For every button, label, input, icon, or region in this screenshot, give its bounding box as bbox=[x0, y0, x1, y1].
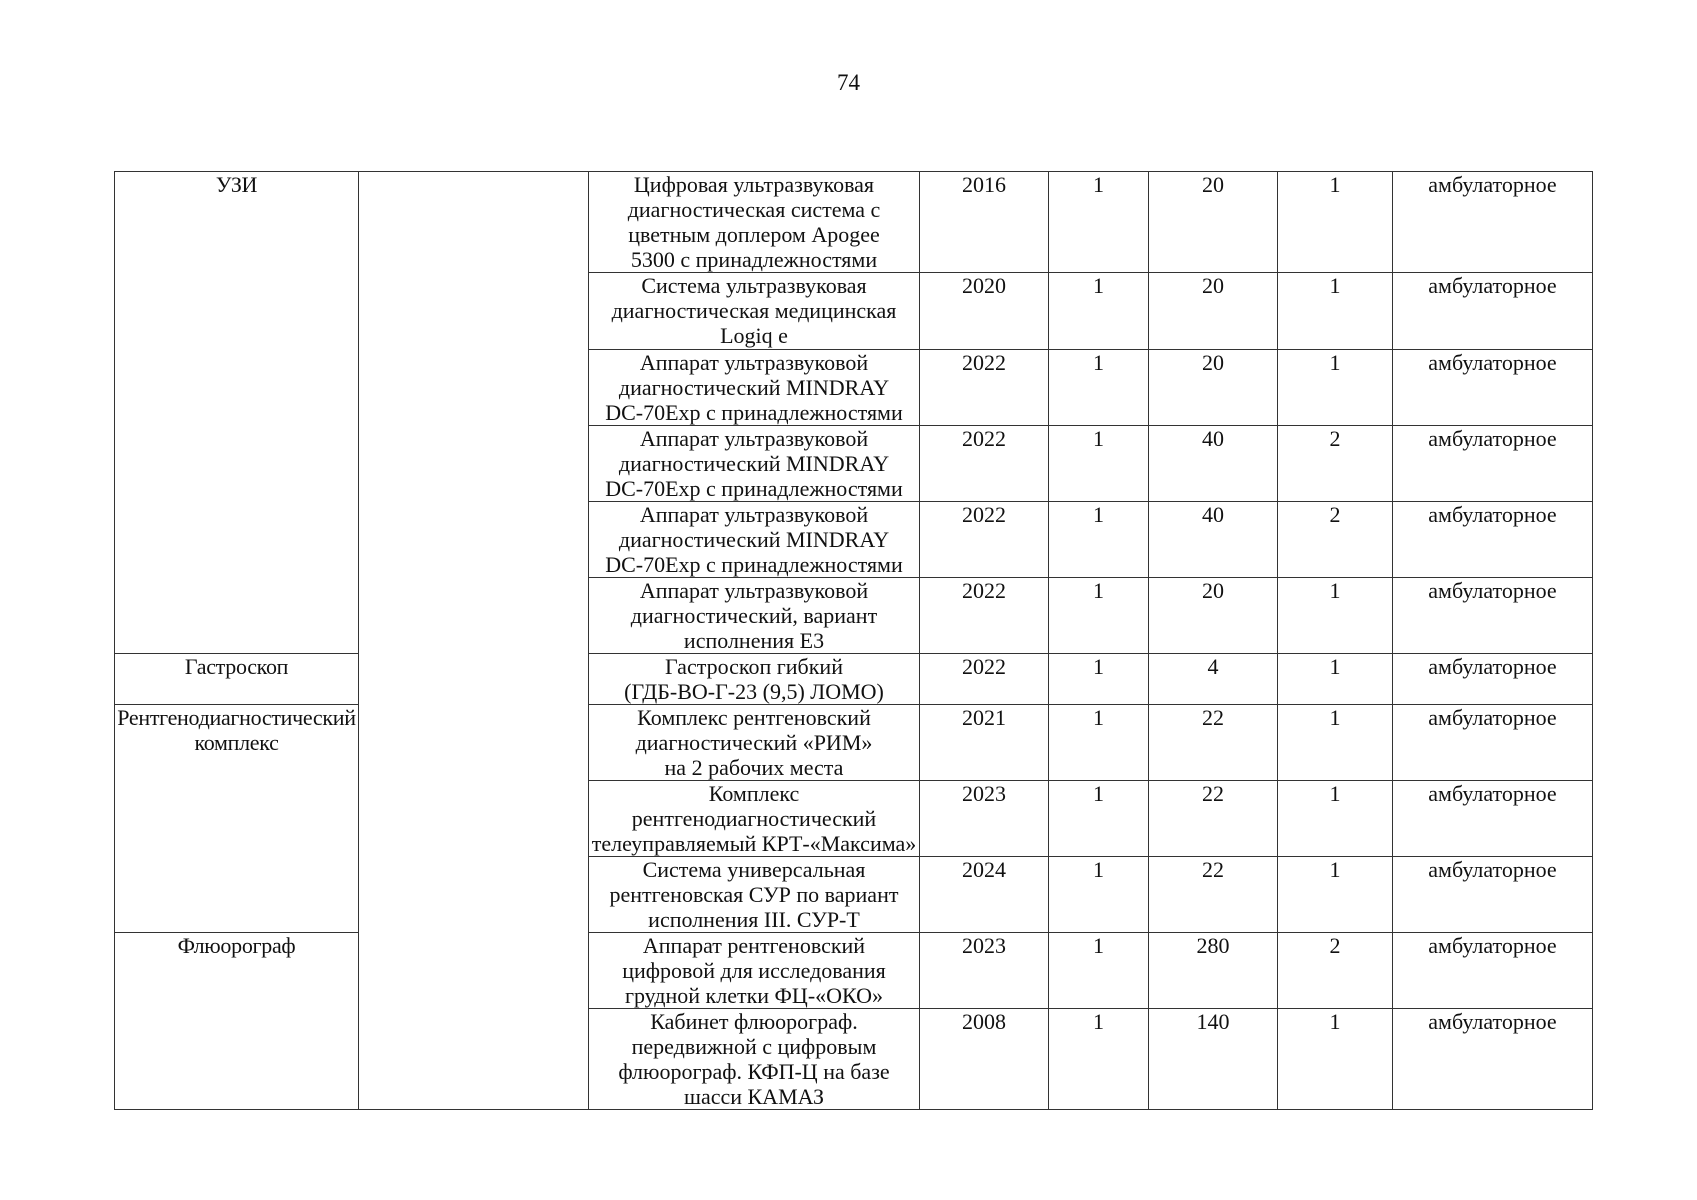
mode-cell: амбулаторное bbox=[1393, 857, 1593, 933]
shifts-cell: 1 bbox=[1278, 857, 1393, 933]
mode-cell: амбулаторное bbox=[1393, 172, 1593, 273]
equipment-cell: Аппарат ультразвуковой диагностический MINDRAY DC-70Exp с принадлежностями bbox=[589, 350, 920, 426]
quantity-cell: 1 bbox=[1049, 172, 1149, 273]
quantity-cell: 1 bbox=[1049, 781, 1149, 857]
shifts-cell: 1 bbox=[1278, 781, 1393, 857]
year-cell: 2023 bbox=[920, 781, 1049, 857]
equipment-table bbox=[114, 171, 1593, 1110]
equipment-cell: Комплекс рентгеновский диагностический «РИМ» на 2 рабочих места bbox=[589, 705, 920, 781]
mode-cell: амбулаторное bbox=[1393, 781, 1593, 857]
table-row bbox=[115, 172, 1593, 273]
quantity-cell: 1 bbox=[1049, 350, 1149, 426]
capacity-cell: 140 bbox=[1149, 1009, 1278, 1110]
equipment-cell: Система ультразвуковая диагностическая медицинская Logiq e bbox=[589, 273, 920, 350]
year-cell: 2020 bbox=[920, 273, 1049, 350]
category-cell: Рентгенодиагностический комплекс bbox=[115, 705, 359, 933]
year-cell: 2023 bbox=[920, 933, 1049, 1009]
capacity-cell: 22 bbox=[1149, 705, 1278, 781]
capacity-cell: 22 bbox=[1149, 857, 1278, 933]
equipment-cell: Кабинет флюорограф. передвижной с цифровым флюорограф. КФП-Ц на базе шасси КАМАЗ bbox=[589, 1009, 920, 1110]
capacity-cell: 20 bbox=[1149, 273, 1278, 350]
quantity-cell: 1 bbox=[1049, 578, 1149, 654]
mode-cell: амбулаторное bbox=[1393, 705, 1593, 781]
capacity-cell: 280 bbox=[1149, 933, 1278, 1009]
year-cell: 2022 bbox=[920, 654, 1049, 705]
year-cell: 2008 bbox=[920, 1009, 1049, 1110]
equipment-cell: Цифровая ультразвуковая диагностическая система с цветным доплером Apogee 5300 с принадлежностями bbox=[589, 172, 920, 273]
year-cell: 2022 bbox=[920, 350, 1049, 426]
capacity-cell: 40 bbox=[1149, 502, 1278, 578]
table-row bbox=[115, 654, 1593, 705]
mode-cell: амбулаторное bbox=[1393, 426, 1593, 502]
shifts-cell: 2 bbox=[1278, 426, 1393, 502]
year-cell: 2024 bbox=[920, 857, 1049, 933]
quantity-cell: 1 bbox=[1049, 654, 1149, 705]
year-cell: 2022 bbox=[920, 502, 1049, 578]
shifts-cell: 1 bbox=[1278, 172, 1393, 273]
quantity-cell: 1 bbox=[1049, 857, 1149, 933]
equipment-cell: Гастроскоп гибкий (ГДБ-ВО-Г-23 (9,5) ЛОМО) bbox=[589, 654, 920, 705]
equipment-cell: Комплекс рентгенодиагностический телеуправляемый КРТ-«Максима» bbox=[589, 781, 920, 857]
mode-cell: амбулаторное bbox=[1393, 578, 1593, 654]
shifts-cell: 2 bbox=[1278, 502, 1393, 578]
shifts-cell: 2 bbox=[1278, 933, 1393, 1009]
mode-cell: амбулаторное bbox=[1393, 273, 1593, 350]
category-cell: Гастроскоп bbox=[115, 654, 359, 705]
equipment-cell: Аппарат ультразвуковой диагностический MINDRAY DC-70Exp с принадлежностями bbox=[589, 426, 920, 502]
mode-cell: амбулаторное bbox=[1393, 933, 1593, 1009]
shifts-cell: 1 bbox=[1278, 273, 1393, 350]
mode-cell: амбулаторное bbox=[1393, 1009, 1593, 1110]
category-cell: Флюорограф bbox=[115, 933, 359, 1110]
capacity-cell: 22 bbox=[1149, 781, 1278, 857]
year-cell: 2016 bbox=[920, 172, 1049, 273]
year-cell: 2022 bbox=[920, 578, 1049, 654]
equipment-cell: Аппарат ультразвуковой диагностический, вариант исполнения Е3 bbox=[589, 578, 920, 654]
shifts-cell: 1 bbox=[1278, 654, 1393, 705]
mode-cell: амбулаторное bbox=[1393, 350, 1593, 426]
capacity-cell: 20 bbox=[1149, 172, 1278, 273]
quantity-cell: 1 bbox=[1049, 1009, 1149, 1110]
equipment-cell: Аппарат рентгеновский цифровой для исследования грудной клетки ФЦ-«ОКО» bbox=[589, 933, 920, 1009]
equipment-cell: Система универсальная рентгеновская СУР по вариант исполнения III. СУР-Т bbox=[589, 857, 920, 933]
shifts-cell: 1 bbox=[1278, 1009, 1393, 1110]
quantity-cell: 1 bbox=[1049, 273, 1149, 350]
page-number: 74 bbox=[837, 70, 860, 95]
quantity-cell: 1 bbox=[1049, 705, 1149, 781]
empty-column-cell bbox=[359, 172, 589, 1110]
capacity-cell: 20 bbox=[1149, 578, 1278, 654]
shifts-cell: 1 bbox=[1278, 705, 1393, 781]
quantity-cell: 1 bbox=[1049, 502, 1149, 578]
shifts-cell: 1 bbox=[1278, 350, 1393, 426]
table-body bbox=[115, 172, 1593, 1110]
capacity-cell: 4 bbox=[1149, 654, 1278, 705]
table-row bbox=[115, 933, 1593, 1009]
table-row bbox=[115, 705, 1593, 781]
mode-cell: амбулаторное bbox=[1393, 502, 1593, 578]
capacity-cell: 20 bbox=[1149, 350, 1278, 426]
category-cell: УЗИ bbox=[115, 172, 359, 654]
quantity-cell: 1 bbox=[1049, 933, 1149, 1009]
mode-cell: амбулаторное bbox=[1393, 654, 1593, 705]
capacity-cell: 40 bbox=[1149, 426, 1278, 502]
shifts-cell: 1 bbox=[1278, 578, 1393, 654]
year-cell: 2021 bbox=[920, 705, 1049, 781]
quantity-cell: 1 bbox=[1049, 426, 1149, 502]
equipment-cell: Аппарат ультразвуковой диагностический MINDRAY DC-70Exp с принадлежностями bbox=[589, 502, 920, 578]
year-cell: 2022 bbox=[920, 426, 1049, 502]
